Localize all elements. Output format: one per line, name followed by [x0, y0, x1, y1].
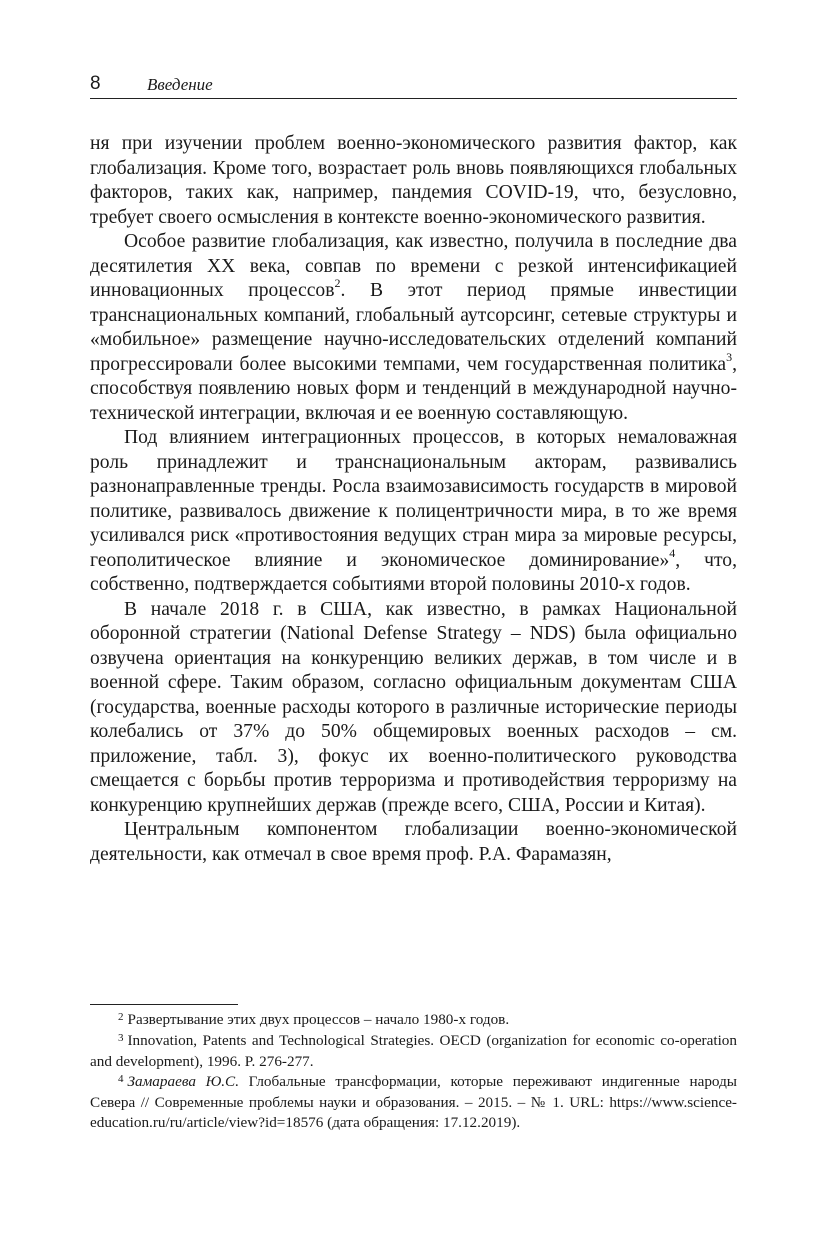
section-title: Введение [147, 75, 213, 94]
paragraph-1 [90, 132, 737, 230]
paragraph-text: ня при изучении проблем военно-экономического развития фактор, как глобализация. Кроме того, возрастает роль вновь появляющихся глобальных факторов, таких как, например, пандемия COVID-19, что, безусловно, требует своего осмысления в контексте военно-экономического развития. [90, 133, 737, 228]
footnote-text: Развертывание этих двух процессов – начало 1980-х годов. [127, 1011, 510, 1028]
running-header [90, 72, 737, 99]
footnote-3 [90, 1031, 737, 1072]
footnote-ref-2: 2 [334, 276, 341, 291]
book-page [90, 0, 737, 1241]
paragraph-text: , что, собственно, подтверждается событиями второй половины 2010-х годов. [90, 549, 737, 595]
footnote-2 [90, 1010, 737, 1031]
footnote-ref-3: 3 [726, 349, 733, 364]
footnote-text: Глобальные трансформации, которые переживают индигенные народы Севера // Современные проблемы науки и образования. – 2015. – № 1. URL: https://www.science-education.ru/ru/article/view?id=18576 (дата обращения: 17.12.2019). [90, 1073, 738, 1131]
paragraph-text: В начале 2018 г. в США, как известно, в рамках Национальной оборонной стратегии (National Defense Strategy – NDS) была официально озвучена ориентация на конкуренцию великих держав, в том числе и в военной сфере. Таким образом, согласно официальным документам США (государства, военные расходы которого в различные исторические периоды колебались от 37% до 50% общемировых военных расходов – см. приложение, табл. 3), фокус их военно-политического руководства смещается с борьбы против терроризма и противодействия терроризму на конкуренцию крупнейших держав (прежде всего, США, России и Китая). [90, 598, 737, 816]
footnote-divider [90, 1004, 238, 1005]
paragraph-text: Под влиянием интеграционных процессов, в которых немаловажная роль принадлежит и транснациональным акторам, развивались разнонаправленные тренды. Росла взаимозависимость государств в мировой политике, развивалось движение к полицентричности мира, в то же время усиливался риск «противостояния ведущих стран мира за мировые ресурсы, геополитическое влияние и экономическое доминирование» [90, 427, 737, 571]
footnote-text: Innovation, Patents and Technological Strategies. OECD (organization for economic co-operation and development), 1996. P. 276-277. [90, 1032, 737, 1070]
main-text [90, 132, 737, 867]
paragraph-text: Особое развитие глобализация, как известно, получила в последние два десятилетия XX века, совпав по времени с резкой интенсификацией инновационных процессов [90, 231, 737, 301]
paragraph-text: . В этот период прямые инвестиции транснациональных компаний, глобальный аутсорсинг, сетевые структуры и «мобильное» размещение научно-исследовательских отделений компаний прогрессировали более высокими темпами, чем государственная политика [90, 280, 737, 375]
footnote-mark: 3 [118, 1032, 124, 1044]
footnote-4 [90, 1072, 737, 1133]
paragraph-text: Центральным компонентом глобализации военно-экономической деятельности, как отмечал в свое время проф. Р.А. Фарамазян, [90, 819, 737, 865]
paragraph-4 [90, 598, 737, 819]
paragraph-5 [90, 818, 737, 867]
footnote-author: Замараева Ю.С. [127, 1073, 239, 1090]
paragraph-2 [90, 230, 737, 426]
footnote-mark: 4 [118, 1073, 124, 1085]
page-number: 8 [90, 73, 101, 94]
footnotes [90, 1010, 737, 1133]
footnote-ref-4: 4 [669, 545, 676, 560]
paragraph-3 [90, 426, 737, 598]
paragraph-text: , способствуя появлению новых форм и тенденций в международной научно-технической интеграции, включая и ее военную составляющую. [90, 353, 737, 424]
footnote-mark: 2 [118, 1011, 124, 1023]
